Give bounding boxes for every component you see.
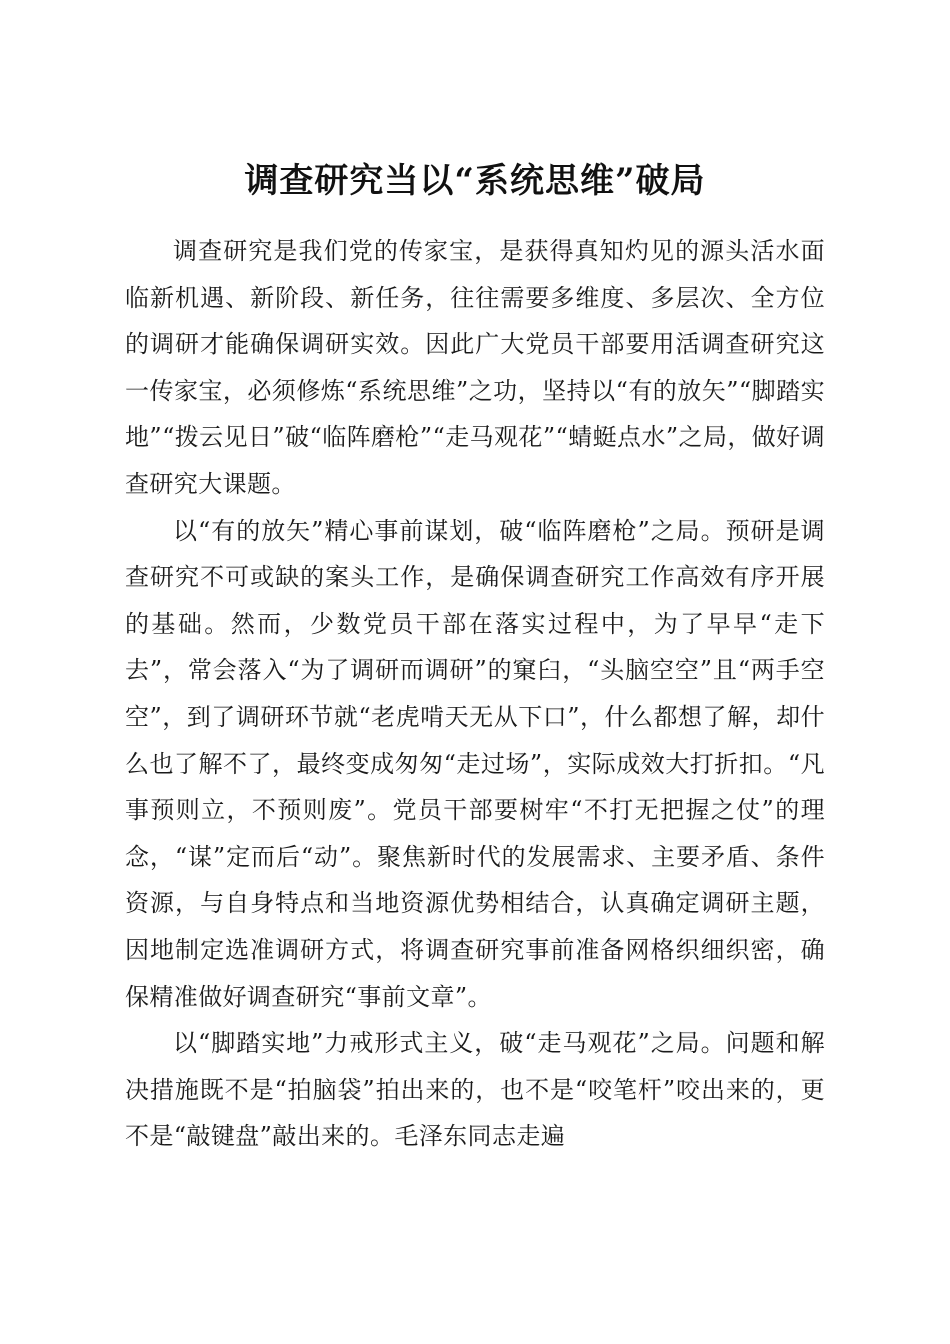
document-body: [125, 228, 825, 1160]
document-title: 调查研究当以“系统思维”破局: [244, 160, 706, 201]
paragraph-3: 以“脚踏实地”力戒形式主义，破“走马观花”之局。问题和解决措施既不是“拍脑袋”拍出来的，也不是“咬笔杆”咬出来的，更不是“敲键盘”敲出来的。毛泽东同志走遍: [125, 1029, 825, 1151]
paragraph-2: 以“有的放矢”精心事前谋划，破“临阵磨枪”之局。预研是调查研究不可或缺的案头工作，是确保调查研究工作高效有序开展的基础。然而，少数党员干部在落实过程中，为了早早“走下去”，常会落入“为了调研而调研”的窠臼，“头脑空空”且“两手空空”，到了调研环节就“老虎啃天无从下口”，什么都想了解，却什么也了解不了，最终变成匆匆“走过场”，实际成效大打折扣。“凡事预则立，不预则废”。党员干部要树牢“不打无把握之仗”的理念，“谋”定而后“动”。聚焦新时代的发展需求、主要矛盾、条件资源，与自身特点和当地资源优势相结合，认真确定调研主题，因地制定选准调研方式，将调查研究事前准备网格织细织密，确保精准做好调查研究“事前文章”。: [125, 516, 825, 1011]
paragraph-1: 调查研究是我们党的传家宝，是获得真知灼见的源头活水面临新机遇、新阶段、新任务，往往需要多维度、多层次、全方位的调研才能确保调研实效。因此广大党员干部要用活调查研究这一传家宝，必须修炼“系统思维”之功，坚持以“有的放矢”“脚踏实地”“拨云见日”破“临阵磨枪”“走马观花”“蜻蜓点水”之局，做好调查研究大课题。: [125, 237, 825, 498]
